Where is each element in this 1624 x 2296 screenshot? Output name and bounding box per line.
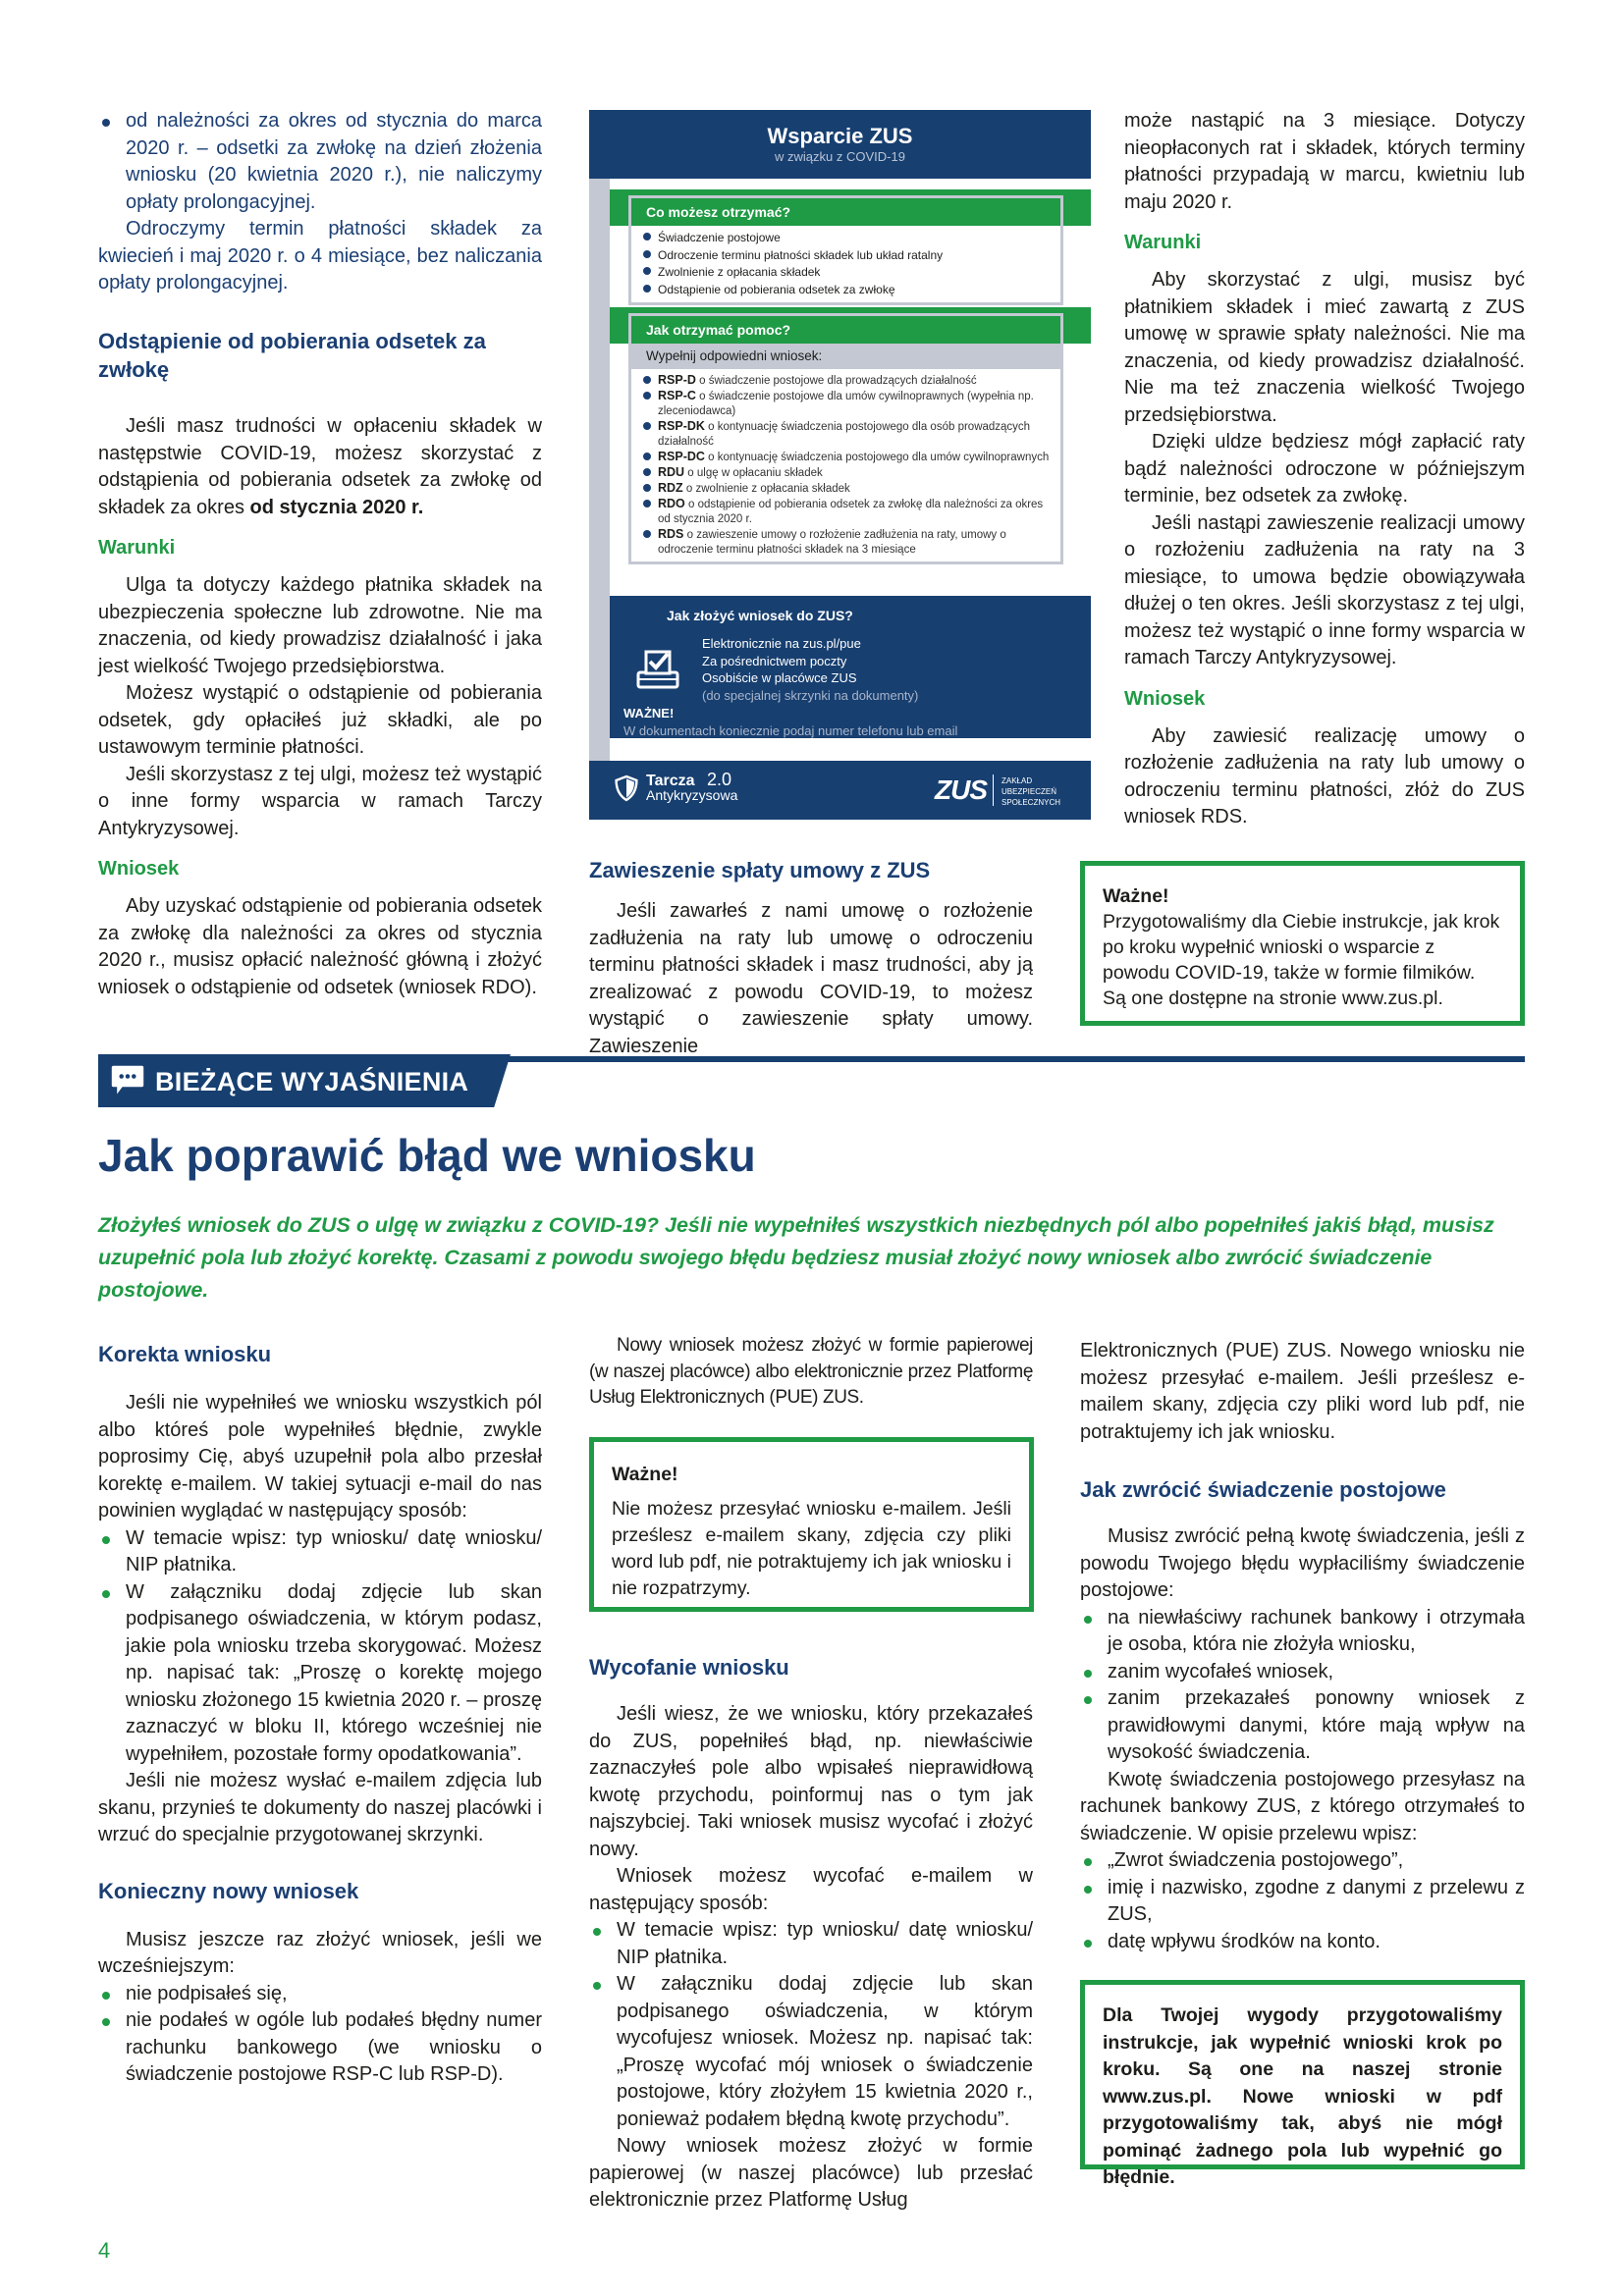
list-item: nie podałeś w ogóle lub podałeś błędny numer rachunku bankowego (we wniosku o świadczenie postojowe RSP-C lub RSP-D). bbox=[98, 2007, 542, 2089]
important-note-box bbox=[1080, 861, 1525, 1026]
form-code: RSP-D bbox=[658, 373, 696, 387]
article-title: Jak poprawić błąd we wniosku bbox=[98, 1130, 756, 1181]
paragraph-bold: od stycznia 2020 r. bbox=[249, 496, 424, 518]
section-banner-label: BIEŻĄCE WYJAŚNIENIA bbox=[155, 1067, 469, 1096]
paragraph: Aby zawiesić realizację umowy o rozłożenie zadłużenia na raty lub umowy o odroczeniu terminu płatności, złóż do ZUS wniosek RDS. bbox=[1124, 724, 1525, 828]
form-description: o zwolnienie z opłacania składek bbox=[685, 483, 850, 495]
paragraph: Dzięki uldze będziesz mógł zapłacić raty bądź należności odroczone w późniejszym terminie, bez odsetek za zwłokę. bbox=[1124, 431, 1525, 507]
list-item: W temacie wpisz: typ wniosku/ datę wniosku/ NIP płatnika. bbox=[98, 1525, 542, 1579]
late-interest-section bbox=[98, 327, 542, 1001]
form-item bbox=[658, 481, 1053, 497]
list-item: „Zwrot świadczenia postojowego”, bbox=[1080, 1847, 1525, 1875]
form-description: o kontynuację świadczenia postojowego dla osób prowadzących działalność bbox=[658, 421, 1031, 448]
subheading-application: Wniosek bbox=[98, 858, 180, 880]
list-item: na niewłaściwy rachunek bankowy i otrzymała je osoba, która nie złożyła wniosku, bbox=[1080, 1605, 1525, 1659]
submit-option: Za pośrednictwem poczty bbox=[702, 653, 847, 668]
ballot-box-check-icon bbox=[635, 647, 680, 690]
submit-note: (do specjalnej skrzynki na dokumenty) bbox=[702, 687, 919, 703]
paragraph: Aby skorzystać z ulgi, musisz być płatnikiem składek i mieć zawartą z ZUS umowę w sprawie spłaty należności. Nie ma znaczenia, od kiedy prowadzisz działalność. Nie ma też znaczenia wielkość Twojego przedsiębiorstwa. bbox=[1124, 269, 1525, 426]
note-label: Ważne! bbox=[612, 1464, 678, 1485]
important-label: WAŻNE! bbox=[623, 706, 675, 721]
form-code: RDU bbox=[658, 465, 685, 479]
form-code: RDS bbox=[658, 527, 684, 541]
section-heading: Korekta wniosku bbox=[98, 1342, 272, 1366]
paragraph-text: Jeśli masz trudności w opłaceniu składek w następstwie COVID-19, możesz skorzystać z odstąpienia od pobierania odsetek za zwłokę od składek za okres bbox=[98, 415, 542, 518]
instructions-note-box bbox=[1080, 1980, 1525, 2188]
note-text: Dla Twojej wygody przygotowaliśmy instrukcje, jak wypełnić wnioski krok po kroku. Są one na naszej stronie www.zus.pl. Nowe wnioski w pdf przygotowaliśmy tak, abyś nie mógł pominąć żadnego pola lub wypełnić go błędnie. bbox=[1103, 2004, 1502, 2188]
how-to-get-box bbox=[628, 313, 1063, 564]
paragraph: może nastąpić na 3 miesiące. Dotyczy nieopłaconych rat i składek, których terminy płatności przypadają w marcu, kwietniu lub maju 2020 r. bbox=[1124, 110, 1525, 213]
list-item: od należności za okres od stycznia do marca 2020 r. – odsetki za zwłokę na dzień złożenia wniosku (20 kwietnia 2020 r.), nie naliczymy opłaty prolongacyjnej. bbox=[98, 108, 542, 216]
box-heading: Jak otrzymać pomoc? bbox=[631, 316, 1060, 344]
tarcza-logo-text bbox=[646, 770, 738, 803]
paragraph: Jeśli skorzystasz z tej ulgi, możesz też wystąpić o inne formy wsparcia w ramach Tarczy Antykryzysowej. bbox=[98, 763, 542, 839]
section-heading: Wycofanie wniosku bbox=[589, 1655, 789, 1680]
form-description: o odstąpienie od pobierania odsetek za zwłokę dla należności za okres od stycznia 2020 r. bbox=[658, 499, 1044, 525]
subheading-conditions: Warunki bbox=[1124, 232, 1202, 253]
bottom-middle-column bbox=[589, 1333, 1033, 1412]
note-label: Ważne! bbox=[1103, 885, 1169, 907]
list-item: imię i nazwisko, zgodne z danymi z przelewu z ZUS, bbox=[1080, 1875, 1525, 1929]
list-item: datę wpływu środków na konto. bbox=[1080, 1929, 1525, 1956]
logo-divider bbox=[993, 774, 994, 806]
paragraph: Jeśli wiesz, że we wniosku, który przekazałeś do ZUS, popełniłeś błąd, np. niewłaściwie zaznaczyłeś pole albo wpisałeś nieprawidłową kwotę przychodu, poinformuj nas o tym jak najszybciej. Taki wniosek musisz wycofać i złożyć nowy. bbox=[589, 1703, 1033, 1860]
bottom-left-column bbox=[98, 1340, 542, 2089]
benefit-item: Odroczenie terminu płatności składek lub układ ratalny bbox=[658, 247, 1053, 265]
top-left-column bbox=[98, 108, 542, 297]
form-code: RSP-DC bbox=[658, 450, 705, 463]
paragraph: Jeśli nastąpi zawieszenie realizacji umowy o rozłożeniu zadłużenia na raty na 3 miesiące, to umowa będzie obowiązywała dłużej o ten okres. Jeśli skorzystasz z tej ulgi, możesz też wystąpić o inne formy wsparcia w ramach Tarczy Antykryzysowej. bbox=[1124, 511, 1525, 668]
form-code: RSP-C bbox=[658, 389, 696, 402]
bullet-list bbox=[98, 108, 542, 216]
paragraph: Odroczymy termin płatności składek za kwiecień i maj 2020 r. o 4 miesiące, bez naliczania opłaty prolongacyjnej. bbox=[98, 218, 542, 294]
submit-heading: Jak złożyć wniosek do ZUS? bbox=[667, 608, 853, 623]
paragraph: Nowy wniosek możesz złożyć w formie papierowej (w naszej placówce) albo elektronicznie przez Platformę Usług Elektronicznych (PUE) ZUS. bbox=[589, 1335, 1033, 1408]
paragraph: Elektronicznych (PUE) ZUS. Nowego wniosku nie możesz przesyłać e-mailem. Jeśli prześlesz e-mailem skany, zdjęcia czy pliki word lub pdf, nie potraktujemy ich jak wniosku. bbox=[1080, 1340, 1525, 1443]
tarcza-version: 2.0 bbox=[706, 770, 731, 789]
infographic-title: Wsparcie ZUS bbox=[767, 124, 913, 148]
form-description: o świadczenie postojowe dla prowadzących działalność bbox=[699, 375, 977, 387]
box-subheading: Wypełnij odpowiedni wniosek: bbox=[631, 344, 1060, 369]
submit-option: Osobiście w placówce ZUS bbox=[702, 670, 857, 685]
subheading-application: Wniosek bbox=[1124, 687, 1206, 710]
paragraph: Nowy wniosek możesz złożyć w formie papierowej (w naszej placówce) lub przesłać elektronicznie przez Platformę Usług bbox=[589, 2135, 1033, 2211]
note-text: Nie możesz przesyłać wniosku e-mailem. Jeśli prześlesz e-mailem skany, zdjęcia czy pliki word lub pdf, nie potraktujemy ich jak wniosku i nie rozpatrzymy. bbox=[612, 1498, 1011, 1599]
paragraph: Możesz wystąpić o odstąpienie od pobierania odsetek, gdy opłaciłeś już składki, ale po ustawowym terminie płatności. bbox=[98, 682, 542, 758]
submit-option: Elektronicznie na zus.pl/pue bbox=[702, 636, 861, 651]
note-text: Przygotowaliśmy dla Ciebie instrukcje, jak krok po kroku wypełnić wnioski o wsparcie z powodu COVID-19, także w formie filmików. Są one dostępne na stronie www.zus.pl. bbox=[1103, 911, 1500, 1009]
zus-name-line: UBEZPIECZEŃ bbox=[1001, 787, 1057, 796]
bottom-right-column bbox=[1080, 1338, 1525, 1955]
important-text: W dokumentach koniecznie podaj numer telefonu lub email bbox=[623, 723, 958, 738]
bullet-list bbox=[1080, 1847, 1525, 1955]
benefit-item: Zwolnienie z opłacania składek bbox=[658, 264, 1053, 282]
list-item: W załączniku dodaj zdjęcie lub skan podpisanego oświadczenia, w którym wycofujesz wniosek. Możesz np. napisać tak: „Proszę wycofać mój wniosek o świadczenie postojowe, który złożyłem 15 kwietnia 2020 r., ponieważ podałem błędną kwotę przychodu”. bbox=[589, 1971, 1033, 2133]
section-heading: Konieczny nowy wniosek bbox=[98, 1878, 359, 1903]
paragraph: Musisz jeszcze raz złożyć wniosek, jeśli we wcześniejszym: bbox=[98, 1928, 542, 1977]
benefit-item: Odstąpienie od pobierania odsetek za zwłokę bbox=[658, 282, 1053, 299]
form-item bbox=[658, 465, 1053, 481]
list-item: nie podpisałeś się, bbox=[98, 1981, 542, 2008]
withdraw-section bbox=[589, 1653, 1033, 2215]
shield-logo-icon bbox=[615, 774, 638, 803]
bullet-list bbox=[98, 1981, 542, 2089]
form-item bbox=[658, 527, 1053, 558]
form-description: o świadczenie postojowe dla umów cywilnoprawnych (wypełnia np. zleceniodawca) bbox=[658, 391, 1034, 417]
form-list bbox=[631, 369, 1060, 561]
bullet-list bbox=[1080, 1605, 1525, 1767]
submit-options bbox=[702, 635, 918, 704]
paragraph: Kwotę świadczenia postojowego przesyłasz na rachunek bankowy ZUS, z którego otrzymałeś to świadczenie. W opisie przelewu wpisz: bbox=[1080, 1768, 1525, 1844]
benefit-item: Świadczenie postojowe bbox=[658, 230, 1053, 247]
infographic-footer bbox=[589, 761, 1091, 820]
infographic-header bbox=[589, 110, 1091, 179]
suspension-section bbox=[589, 856, 1033, 1060]
zus-name-line: SPOŁECZNYCH bbox=[1001, 798, 1061, 807]
list-item: zanim wycofałeś wniosek, bbox=[1080, 1659, 1525, 1686]
infographic-side-bar bbox=[589, 179, 610, 768]
bullet-list bbox=[98, 1525, 542, 1769]
form-code: RDO bbox=[658, 497, 685, 510]
tarcza-subtitle: Antykryzysowa bbox=[646, 787, 738, 803]
section-heading: Odstąpienie od pobierania odsetek za zwłokę bbox=[98, 329, 486, 382]
zus-full-name bbox=[1001, 775, 1060, 808]
paragraph: Aby uzyskać odstąpienie od pobierania odsetek za zwłokę dla należności za okres od stycznia 2020 r., musisz opłacić należność główną i złożyć wniosek o odstąpienie od odsetek (wniosek RDO). bbox=[98, 895, 542, 998]
zus-name-line: ZAKŁAD bbox=[1001, 776, 1033, 785]
form-item bbox=[658, 450, 1053, 465]
what-you-get-box bbox=[628, 195, 1063, 305]
form-item bbox=[658, 497, 1053, 527]
top-right-column bbox=[1124, 108, 1525, 831]
list-item: W załączniku dodaj zdjęcie lub skan podpisanego oświadczenia, w którym podasz, jakie pola wniosku trzeba skorygować. Możesz np. napisać tak: „Proszę o korektę mojego wniosku złożonego 15 kwietnia 2020 r. – proszę zaznaczyć w bloku II, którego wcześniej nie wypełniłem, pozostałe formy opodatkowania”. bbox=[98, 1579, 542, 1769]
list-item: zanim przekazałeś ponowny wniosek z prawidłowymi danymi, które mają wpływ na wysokość świadczenia. bbox=[1080, 1685, 1525, 1767]
form-description: o kontynuację świadczenia postojowego dla umów cywilnoprawnych bbox=[708, 452, 1050, 463]
paragraph bbox=[98, 413, 542, 521]
paragraph: Jeśli zawarłeś z nami umowę o rozłożenie zadłużenia na raty lub umowę o odroczeniu terminu płatności składek i masz trudności, aby ją zrealizować z powodu COVID-19, to możesz wystąpić o zawieszenie spłaty umowy. Zawieszenie bbox=[589, 900, 1033, 1057]
benefit-list bbox=[631, 226, 1060, 302]
section-heading: Zawieszenie spłaty umowy z ZUS bbox=[589, 858, 931, 882]
form-description: o zawieszenie umowy o rozłożenie zadłużenia na raty, umowy o odroczenie terminu płatności składek na 3 miesiące bbox=[658, 529, 1006, 556]
infographic-subtitle: w związku z COVID-19 bbox=[775, 149, 905, 164]
zus-support-infographic bbox=[589, 110, 1091, 820]
page-number: 4 bbox=[98, 2238, 111, 2263]
list-item: W temacie wpisz: typ wniosku/ datę wniosku/ NIP płatnika. bbox=[589, 1917, 1033, 1971]
subheading-conditions: Warunki bbox=[98, 537, 176, 559]
form-code: RDZ bbox=[658, 481, 683, 495]
form-description: o ulgę w opłacaniu składek bbox=[687, 467, 823, 479]
paragraph: Musisz zwrócić pełną kwotę świadczenia, jeśli z powodu Twojego błędu wypłaciliśmy świadczenie postojowe: bbox=[1080, 1525, 1525, 1601]
important-note-box bbox=[589, 1437, 1034, 1612]
form-item bbox=[658, 373, 1053, 389]
form-item bbox=[658, 389, 1053, 419]
paragraph: Jeśli nie wypełniłeś we wniosku wszystkich pól albo któreś pole wypełniłeś błędnie, zwykle poprosimy Cię, abyś uzupełnił pola albo przesłał korektę e-mailem. W takiej sytuacji e-mail do nas powinien wyglądać w następujący sposób: bbox=[98, 1392, 542, 1522]
section-heading: Jak zwrócić świadczenie postojowe bbox=[1080, 1477, 1446, 1502]
bullet-list bbox=[589, 1917, 1033, 2133]
submit-panel bbox=[610, 596, 1091, 738]
paragraph: Wniosek możesz wycofać e-mailem w następujący sposób: bbox=[589, 1865, 1033, 1914]
form-code: RSP-DK bbox=[658, 419, 705, 433]
box-heading: Co możesz otrzymać? bbox=[631, 198, 1060, 226]
speech-bubble-icon bbox=[110, 1063, 145, 1098]
zus-logo: ZUS bbox=[935, 774, 987, 805]
paragraph: Jeśli nie możesz wysłać e-mailem zdjęcia lub skanu, przynieś te dokumenty do naszej placówki i wrzuć do specjalnie przygotowanej skrzynki. bbox=[98, 1770, 542, 1845]
form-item bbox=[658, 419, 1053, 450]
paragraph: Ulga ta dotyczy każdego płatnika składek na ubezpieczenia społeczne lub zdrowotne. Nie ma znaczenia, od kiedy prowadzisz działalność i jaka jest wielkość Twojego przedsiębiorstwa. bbox=[98, 574, 542, 677]
tarcza-word: Tarcza bbox=[646, 773, 695, 789]
article-lead: Złożyłeś wniosek do ZUS o ulgę w związku z COVID-19? Jeśli nie wypełniłeś wszystkich niezbędnych pól albo popełniłeś jakiś błąd, musisz uzupełnić pola lub złożyć korektę. Czasami z powodu swojego błędu będziesz musiał złożyć nowy wniosek albo zwrócić świadczenie postojowe. bbox=[98, 1213, 1494, 1302]
